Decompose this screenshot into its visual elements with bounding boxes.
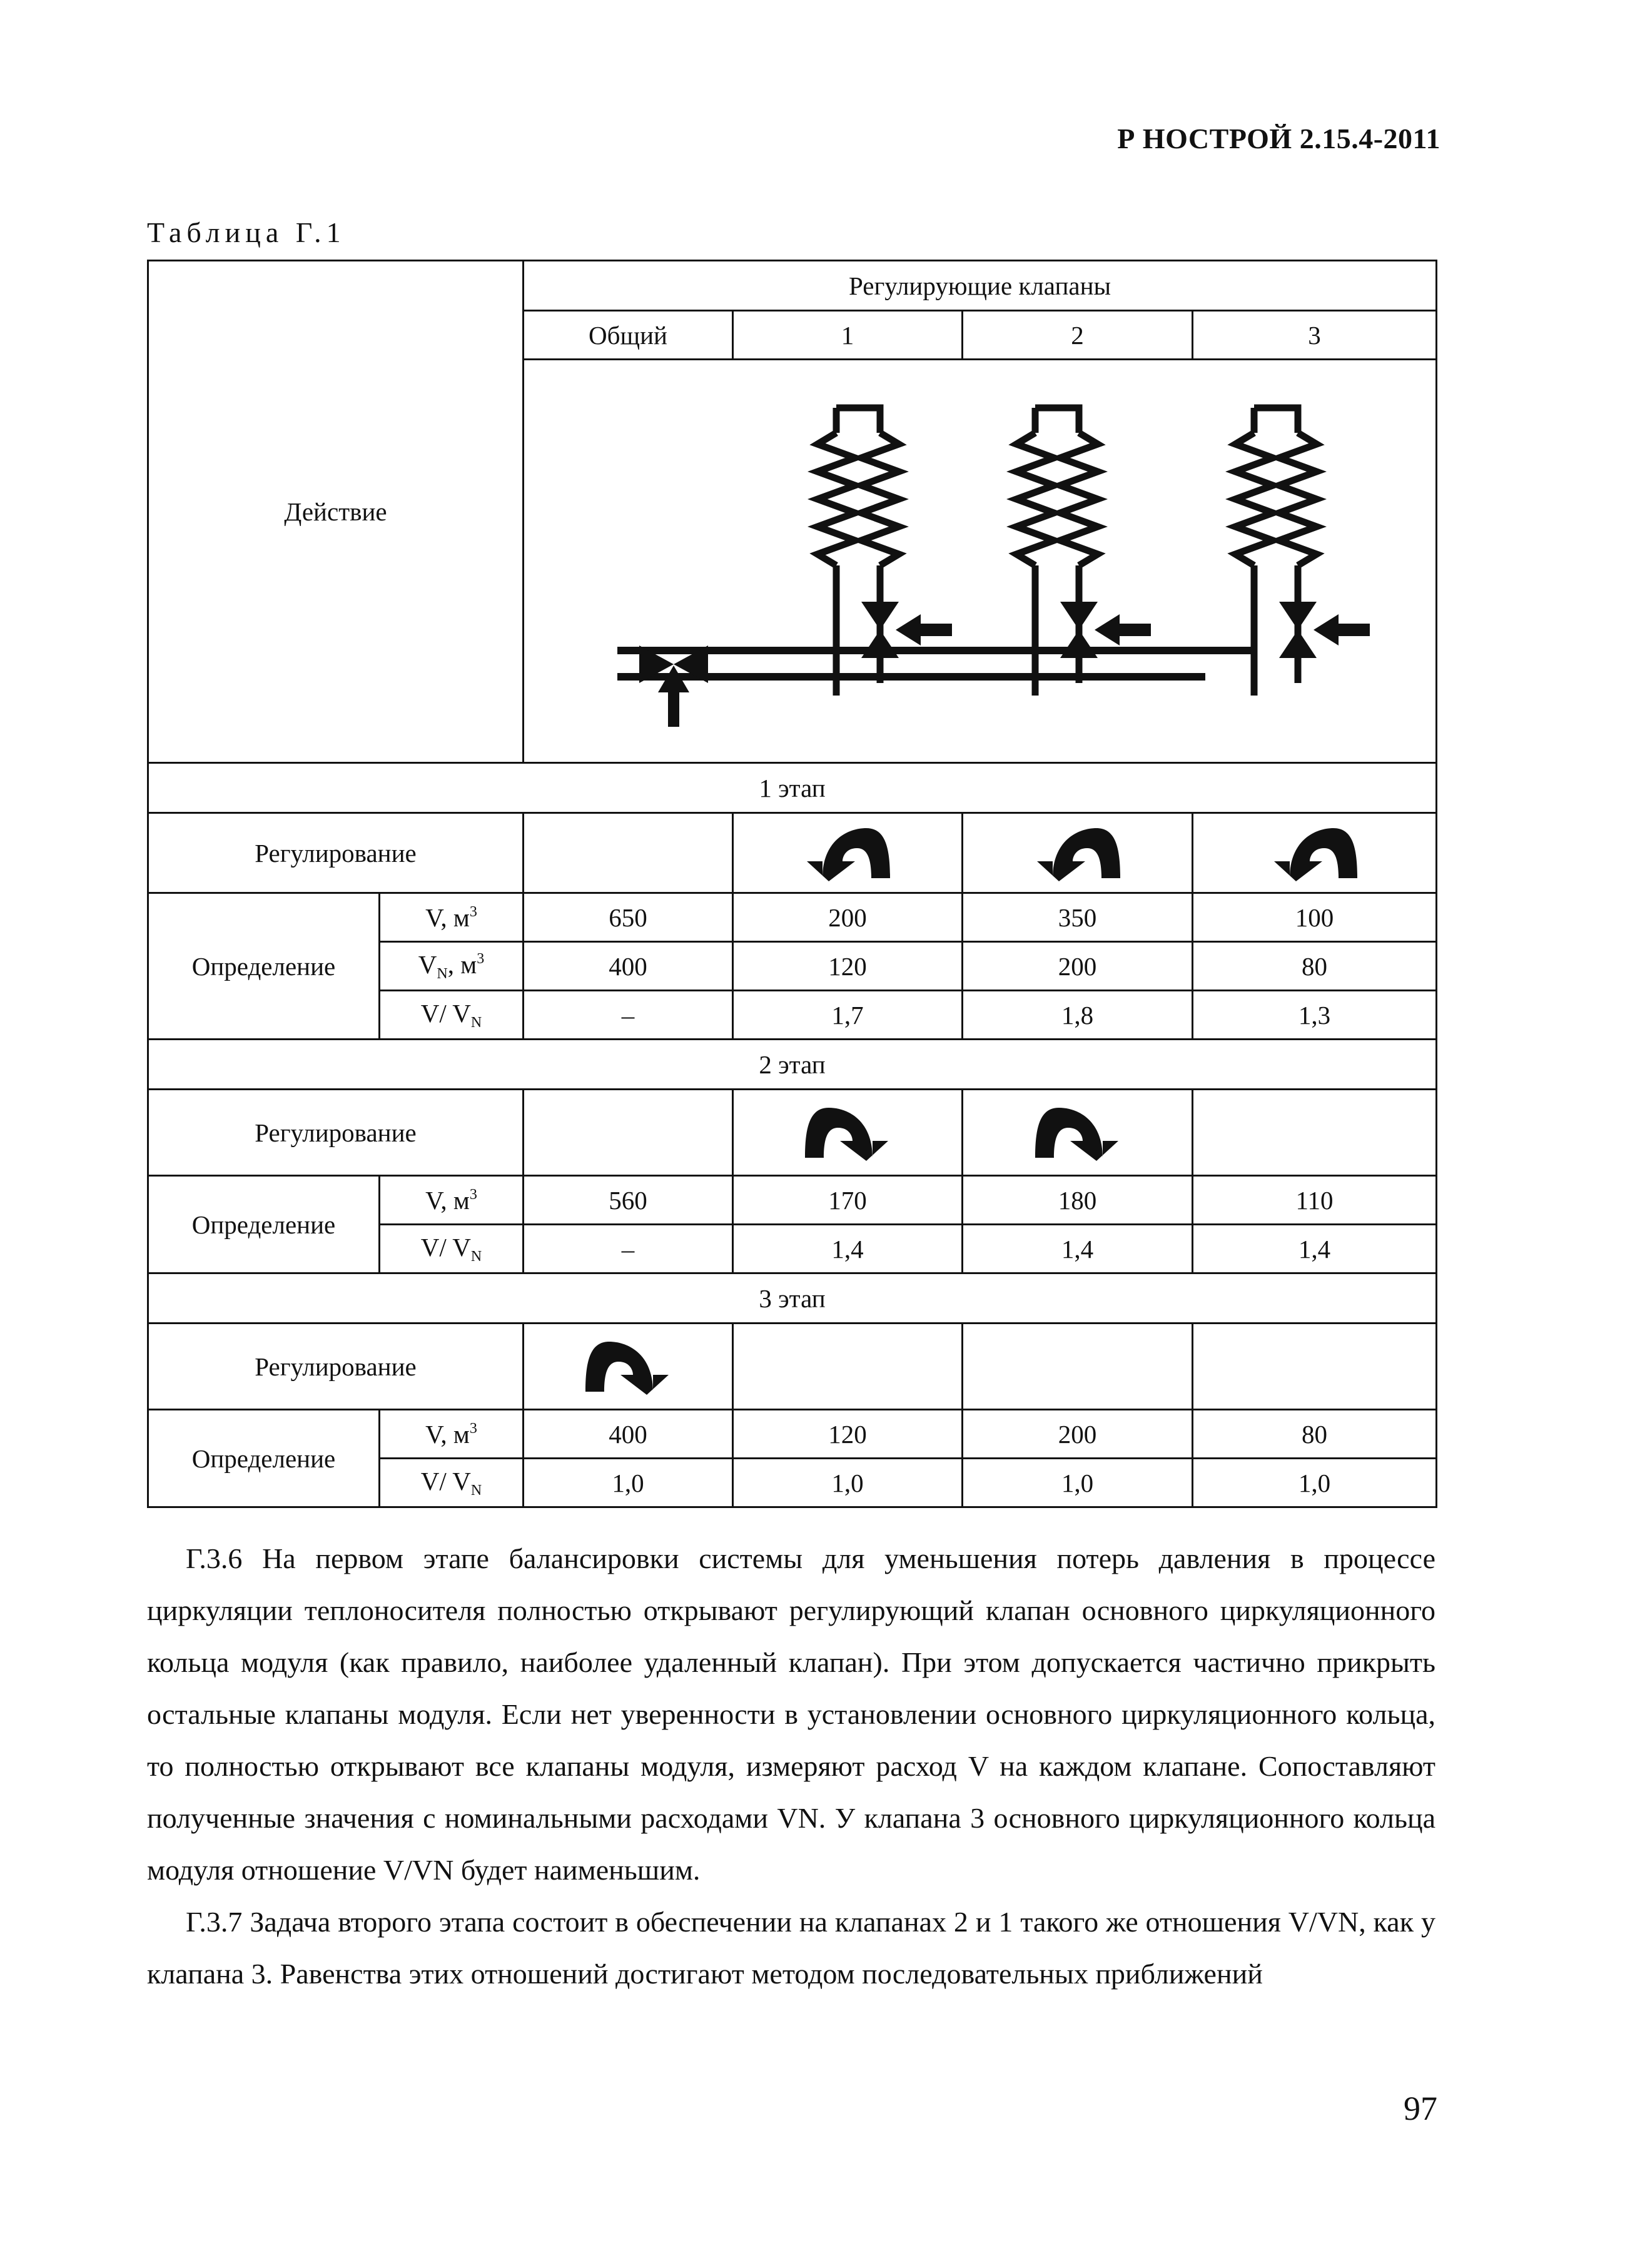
- stage-1-vn-general: 400: [524, 942, 733, 991]
- stage-1-reg-1: [733, 813, 963, 893]
- row-label-v: V, $м^3$: [380, 1410, 524, 1459]
- stage-1-reg-2: [963, 813, 1193, 893]
- stage-1-v-2: 350: [963, 893, 1193, 942]
- row-label-ratio: V/ $V_N$: [380, 1459, 524, 1507]
- stage-2-ratio-3: 1,4: [1193, 1225, 1437, 1273]
- stage-3-definition-label: Определение: [148, 1410, 380, 1507]
- paragraph-g37: Г.3.7 Задача второго этапа состоит в обеспечении на клапанах 2 и 1 такого же отношения V/VN, как у клапана 3. Равенства этих отношений достигают методом последовательных приближений: [147, 1906, 1435, 1990]
- stage-3-regulation-label: Регулирование: [148, 1324, 524, 1410]
- rotate-ccw-icon: [804, 825, 891, 881]
- stage-1-v-3: 100: [1193, 893, 1437, 942]
- stage-2-definition-label: Определение: [148, 1176, 380, 1273]
- stage-1-ratio-2: 1,8: [963, 991, 1193, 1040]
- group-header: Регулирующие клапаны: [524, 261, 1437, 311]
- paragraph-g36: Г.3.6 На первом этапе балансировки системы для уменьшения потерь давления в процессе циркуляции теплоносителя полностью открывают регулирующий клапан основного циркуляционного кольца модуля (как правило, наиболее удаленный клапан). При этом допускается частично прикрыть остальные клапаны модуля. Если нет уверенности в установлении основного циркуляционного кольца, то полностью открывают все клапаны модуля, измеряют расход V на каждом клапане. Сопоставляют полученные значения с номинальными расходами VN. У клапана 3 основного циркуляционного кольца модуля отношение V/VN будет наименьшим.: [147, 1542, 1435, 1886]
- stage-3-reg-3: [1193, 1324, 1437, 1410]
- stage-2-v-2: 180: [963, 1176, 1193, 1225]
- stage-3-ratio-2: 1,0: [963, 1459, 1193, 1507]
- stage-2-reg-1: [733, 1090, 963, 1176]
- stage-1-title: 1 этап: [148, 763, 1437, 813]
- stage-1-ratio-3: 1,3: [1193, 991, 1437, 1040]
- stage-3-title: 3 этап: [148, 1273, 1437, 1324]
- row-label-v: V, $м^3$: [380, 893, 524, 942]
- page-number: 97: [1404, 2090, 1437, 2127]
- stage-1-vn-3: 80: [1193, 942, 1437, 991]
- rotate-ccw-icon: [1034, 825, 1121, 881]
- col-header-1: 1: [733, 311, 963, 360]
- col-header-general: Общий: [524, 311, 733, 360]
- stage-2-regulation-label: Регулирование: [148, 1090, 524, 1176]
- stage-2-v-3: 110: [1193, 1176, 1437, 1225]
- row-label-v: V, $м^3$: [380, 1176, 524, 1225]
- stage-2-reg-3: [1193, 1090, 1437, 1176]
- stage-3-ratio-3: 1,0: [1193, 1459, 1437, 1507]
- stage-1-vn-1: 120: [733, 942, 963, 991]
- row-label-ratio: V/ $V_N$: [380, 991, 524, 1040]
- stage-1-regulation-label: Регулирование: [148, 813, 524, 893]
- valves-table: [147, 260, 1437, 1508]
- stage-3-v-2: 200: [963, 1410, 1193, 1459]
- stage-3-ratio-general: 1,0: [524, 1459, 733, 1507]
- col-header-2: 2: [963, 311, 1193, 360]
- stage-3-ratio-1: 1,0: [733, 1459, 963, 1507]
- valve-schematic-drawing: [542, 377, 1418, 746]
- table-caption: Таблица Г.1: [147, 216, 346, 248]
- stage-1-reg-general: [524, 813, 733, 893]
- rotate-cw-icon: [1034, 1105, 1121, 1161]
- action-label: Действие: [148, 261, 524, 763]
- col-header-3: 3: [1193, 311, 1437, 360]
- stage-3-reg-1: [733, 1324, 963, 1410]
- stage-2-reg-general: [524, 1090, 733, 1176]
- stage-1-vn-2: 200: [963, 942, 1193, 991]
- stage-1-v-general: 650: [524, 893, 733, 942]
- document-code: Р НОСТРОЙ 2.15.4-2011: [1117, 123, 1440, 154]
- stage-1-ratio-general: –: [524, 991, 733, 1040]
- stage-1-ratio-1: 1,7: [733, 991, 963, 1040]
- stage-1-reg-3: [1193, 813, 1437, 893]
- stage-3-v-general: 400: [524, 1410, 733, 1459]
- stage-1-definition-label: Определение: [148, 893, 380, 1040]
- body-text: [147, 1532, 1435, 2000]
- stage-3-v-3: 80: [1193, 1410, 1437, 1459]
- stage-1-v-1: 200: [733, 893, 963, 942]
- stage-2-reg-2: [963, 1090, 1193, 1176]
- row-label-ratio: V/ $V_N$: [380, 1225, 524, 1273]
- stage-3-reg-2: [963, 1324, 1193, 1410]
- stage-2-ratio-general: –: [524, 1225, 733, 1273]
- stage-3-v-1: 120: [733, 1410, 963, 1459]
- rotate-cw-icon: [804, 1105, 891, 1161]
- radiator-3: [1235, 408, 1370, 696]
- stage-2-ratio-2: 1,4: [963, 1225, 1193, 1273]
- row-label-vn: $V_N$, $м^3$: [380, 942, 524, 991]
- rotate-ccw-icon: [1271, 825, 1359, 881]
- stage-2-v-general: 560: [524, 1176, 733, 1225]
- stage-2-v-1: 170: [733, 1176, 963, 1225]
- valve-schematic: [524, 360, 1437, 763]
- rotate-cw-icon: [584, 1339, 672, 1395]
- stage-2-ratio-1: 1,4: [733, 1225, 963, 1273]
- stage-3-reg-general: [524, 1324, 733, 1410]
- stage-2-title: 2 этап: [148, 1040, 1437, 1090]
